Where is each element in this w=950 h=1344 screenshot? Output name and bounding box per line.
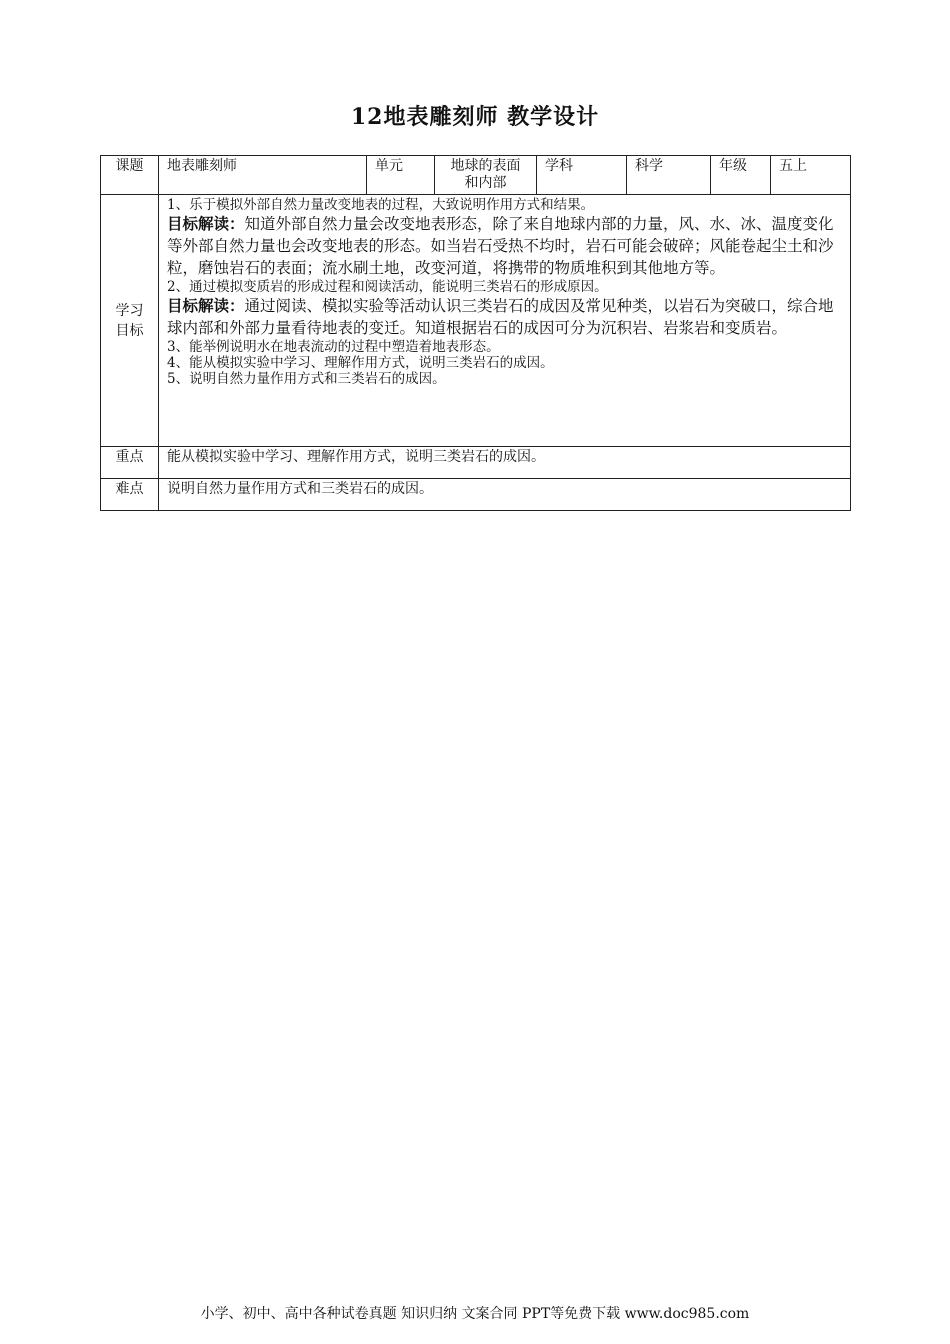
goal-3: 3、能举例说明水在地表流动的过程中塑造着地表形态。 xyxy=(167,339,500,355)
difficulty-value: 说明自然力量作用方式和三类岩石的成因。 xyxy=(159,479,851,511)
goal-2-interpretation xyxy=(167,295,842,339)
goal-1-interp-label: 目标解读： xyxy=(167,215,245,233)
goal-2-interp-text: 通过阅读、模拟实验等活动认识三类岩石的成因及常见种类，以岩石为突破口，综合地球内部和外部力量看待地表的变迁。知道根据岩石的成因可分为沉积岩、岩浆岩和变质岩。 xyxy=(167,297,834,337)
goal-2: 2、通过模拟变质岩的形成过程和阅读活动，能说明三类岩石的形成原因。 xyxy=(167,279,608,295)
grade-label: 年级 xyxy=(711,156,771,195)
subject-label: 学科 xyxy=(537,156,627,195)
key-point-value: 能从模拟实验中学习、理解作用方式，说明三类岩石的成因。 xyxy=(159,447,851,479)
difficulty-row xyxy=(101,479,851,511)
goal-4: 4、能从模拟实验中学习、理解作用方式，说明三类岩石的成因。 xyxy=(167,355,554,371)
unit-value-line2: 和内部 xyxy=(464,175,507,191)
goal-1-interp-text: 知道外部自然力量会改变地表形态，除了来自地球内部的力量，风、水、冰、温度变化等外部自然力量也会改变地表的形态。如当岩石受热不均时，岩石可能会破碎；风能卷起尘土和沙粒，磨蚀岩石的表面；流水刷土地，改变河道，将携带的物质堆积到其他地方等。 xyxy=(167,215,834,277)
unit-label: 单元 xyxy=(367,156,435,195)
goal-1: 1、乐于模拟外部自然力量改变地表的过程，大致说明作用方式和结果。 xyxy=(167,197,595,213)
goals-label-line2: 目标 xyxy=(115,322,144,339)
grade-value: 五上 xyxy=(771,156,851,195)
goals-row xyxy=(101,195,851,447)
goal-1-interpretation xyxy=(167,213,842,279)
goal-2-interp-label: 目标解读： xyxy=(167,297,245,315)
difficulty-label: 难点 xyxy=(101,479,159,511)
topic-value: 地表雕刻师 xyxy=(159,156,367,195)
goals-content xyxy=(159,195,851,447)
goals-label-line1: 学习 xyxy=(115,302,144,319)
unit-value xyxy=(435,156,537,195)
topic-label: 课题 xyxy=(101,156,159,195)
header-row xyxy=(101,156,851,195)
lesson-info-table xyxy=(100,155,851,511)
subject-value: 科学 xyxy=(627,156,711,195)
page-footer: 小学、初中、高中各种试卷真题 知识归纳 文案合同 PPT等免费下载 www.doc985.com xyxy=(200,1306,750,1322)
page-title: 12地表雕刻师 教学设计 xyxy=(350,104,600,130)
key-point-row xyxy=(101,447,851,479)
key-point-label: 重点 xyxy=(101,447,159,479)
goals-label xyxy=(101,195,159,447)
unit-value-line1: 地球的表面 xyxy=(450,158,521,174)
goal-5: 5、说明自然力量作用方式和三类岩石的成因。 xyxy=(167,371,446,387)
